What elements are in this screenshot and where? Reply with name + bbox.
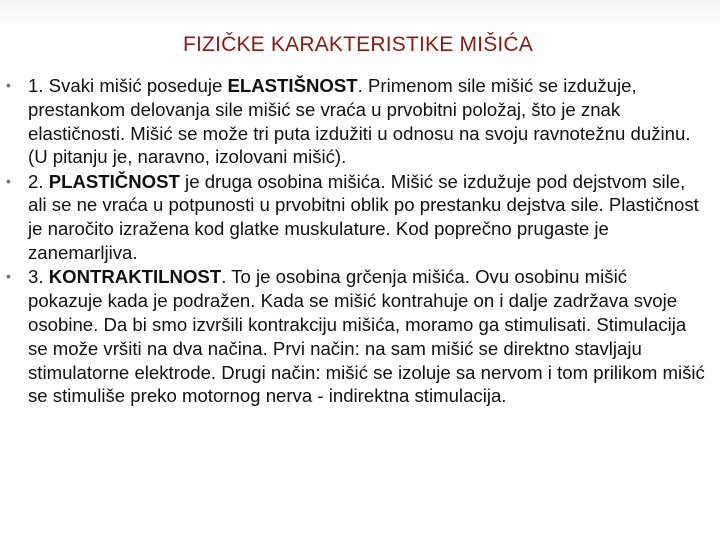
bullet-text: . To je osobina grčenja mišića. Ovu osobinu mišić pokazuje kada je podražen. Kada se mišić kontrahuje on i dalje zadržava svoje osobine. Da bi smo izvršili kontrakciju mišića, moramo ga stimulisati. Stimulacija se može vršiti na dva načina. Prvi način: na sam mišić se direktno stavljaju stimulatorne elektrode. Drugi način: mišić se izoluje sa nervom i tom prilikom mišić se stimuliše preko motornog nerva - indirektna stimulacija. bbox=[28, 266, 705, 407]
bullet-number: 3. bbox=[28, 266, 44, 288]
bullet-number: 2. bbox=[28, 170, 44, 192]
bullet-dot-icon: • bbox=[6, 268, 11, 285]
bullet-term: ELASTIŠNOST bbox=[227, 75, 358, 96]
bullet-text: . Primenom sile mišić se izdužuje, prestankom delovanja sile mišić se vraća u prvobitni položaj, što je znak elastičnosti. Mišić se može tri puta izdužiti u odnosu na svoju ravnotežnu dužinu. (U pitanju je, naravno, izolovani mišić). bbox=[28, 75, 691, 168]
bullet-term: PLASTIČNOST bbox=[48, 170, 180, 192]
bullet-lead: Svaki mišić poseduje bbox=[43, 75, 228, 96]
bullet-number: 1. bbox=[28, 75, 44, 96]
slide-title-text: FIZIČKE KARAKTERISTIKE MIŠIĆA bbox=[182, 33, 534, 56]
slide-top-band bbox=[0, 0, 720, 28]
bullet-item-plasticity bbox=[6, 170, 706, 265]
bullet-item-elasticity bbox=[6, 74, 706, 169]
slide-title bbox=[0, 33, 720, 57]
bullet-list bbox=[6, 74, 706, 409]
bullet-dot-icon: • bbox=[6, 172, 11, 189]
bullet-text: je druga osobina mišića. Mišić se izdužuje pod dejstvom sile, ali se ne vraća u potpunosti u prvobitni oblik po prestanku dejstva sile. Plastičnost je naročito izražena kod glatke muskulature. Kod poprečno prugaste je zanemarljiva. bbox=[28, 170, 699, 264]
bullet-term: KONTRAKTILNOST bbox=[48, 266, 222, 288]
bullet-item-contractility bbox=[6, 265, 706, 408]
bullet-dot-icon: • bbox=[6, 77, 11, 93]
